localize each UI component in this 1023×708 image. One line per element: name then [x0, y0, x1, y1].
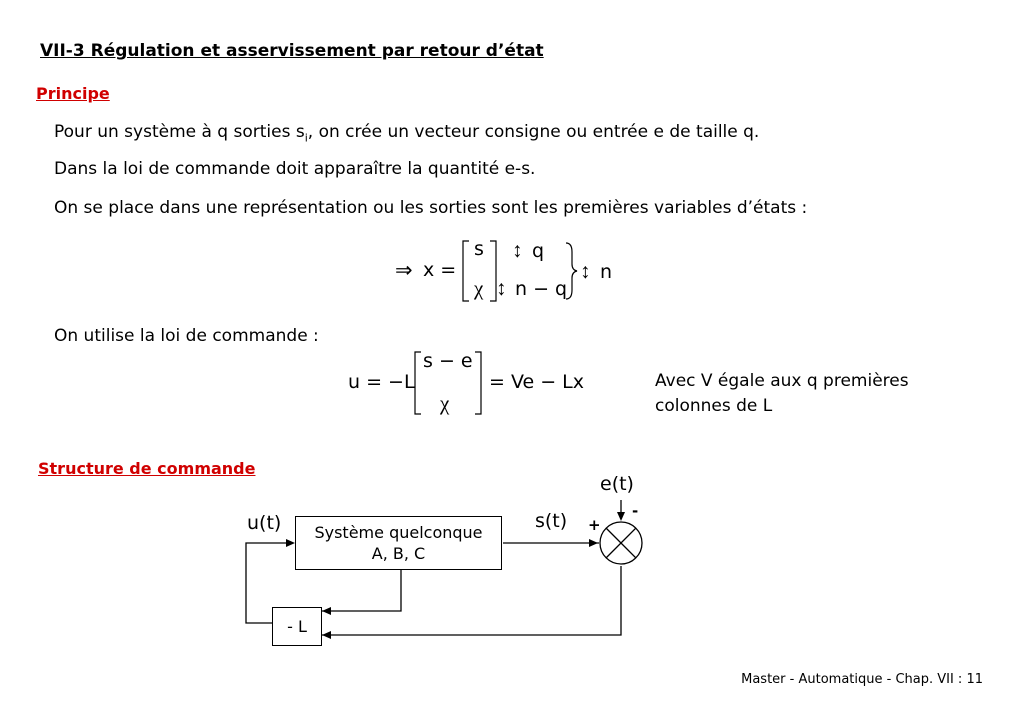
control-law-lhs: u = −L	[348, 371, 415, 393]
arrow-into-sum-left	[589, 539, 598, 547]
eq2-right-bracket	[475, 352, 481, 414]
eq2-left-bracket	[415, 352, 421, 414]
reference-label: e(t)	[600, 473, 634, 495]
paragraph-use-law: On utilise la loi de commande :	[54, 326, 319, 346]
dimension-arrow-q: ↕	[512, 238, 523, 262]
system-block-line-1: Système quelconque	[314, 523, 483, 542]
structure-heading: Structure de commande	[38, 459, 256, 478]
dimension-n: n	[600, 261, 613, 283]
dimension-n-minus-q: n − q	[515, 278, 568, 300]
subscript-i: i	[304, 131, 308, 145]
minus-sign: -	[632, 502, 639, 520]
state-vector-lhs: x =	[423, 259, 457, 281]
paragraph-outputs-text: Pour un système à q sorties s	[54, 122, 305, 142]
arrow-into-gain-bottom	[322, 631, 331, 639]
gain-block: - L	[272, 607, 322, 646]
vector-entry-chi-2: χ	[440, 391, 450, 415]
note-line-2: colonnes de L	[655, 396, 773, 416]
principle-heading: Principe	[36, 84, 110, 103]
eq1-brackets	[463, 241, 577, 301]
note-line-1: Avec V égale aux q premières	[655, 371, 909, 391]
paragraph-outputs-rest: , on crée un vecteur consigne ou entrée e de taille q.	[307, 122, 760, 142]
dimension-arrow-nq: ↕	[496, 276, 507, 300]
system-block	[295, 516, 502, 570]
plus-sign: +	[588, 516, 601, 534]
slide-title: VII-3 Régulation et asservissement par retour d’état	[40, 41, 544, 61]
input-label: u(t)	[247, 512, 282, 534]
arrow-into-sum-top	[617, 512, 625, 521]
eq2-brackets	[415, 352, 481, 414]
arrow-into-gain-top	[322, 607, 331, 615]
control-law-rhs: = Ve − Lx	[489, 371, 584, 393]
dimension-q: q	[532, 240, 545, 262]
wire-system-to-gain	[322, 570, 401, 611]
system-block-line-2: A, B, C	[371, 544, 426, 563]
wire-sum-to-gain	[322, 566, 621, 635]
vector-entry-chi: χ	[474, 276, 484, 300]
implies-symbol: ⇒	[395, 258, 413, 282]
wire-gain-to-input	[246, 543, 272, 623]
eq1-right-bracket	[490, 241, 496, 301]
paragraph-control-law: Dans la loi de commande doit apparaître la quantité e-s.	[54, 159, 536, 179]
output-label: s(t)	[535, 510, 568, 532]
paragraph-representation: On se place dans une représentation ou les sorties sont les premières variables d’états :	[54, 198, 808, 218]
eq1-right-brace	[566, 243, 577, 299]
vector-entry-s: s	[474, 238, 484, 260]
summing-junction	[600, 522, 642, 564]
eq1-left-bracket	[463, 241, 469, 301]
dimension-arrow-n: ↕	[580, 259, 591, 283]
vector-entry-s-minus-e: s − e	[423, 350, 473, 372]
arrow-into-system	[286, 539, 295, 547]
slide-footer: Master - Automatique - Chap. VII : 11	[741, 672, 983, 687]
